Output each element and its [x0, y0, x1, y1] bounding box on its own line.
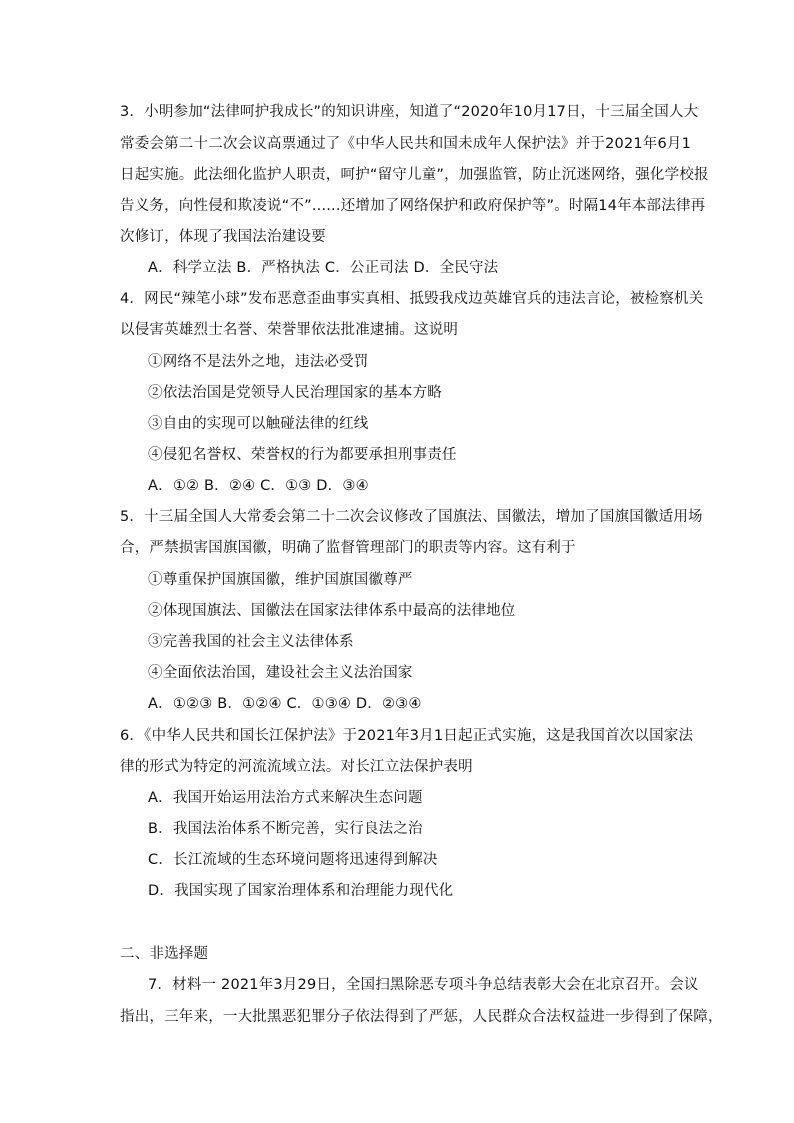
q6-option-a: A．我国开始运用法治方式来解决生态问题: [148, 790, 423, 806]
q6-option-c: C．长江流域的生态环境问题将迅速得到解决: [148, 852, 438, 868]
q3-line-3: 日起实施。此法细化监护人职责，呵护“留守儿童”，加强监管，防止沉迷网络，强化学校报: [120, 167, 709, 183]
q7-line-2: 指出，三年来，一大批黑恶犯罪分子依法得到了严惩，人民群众合法权益进一步得到了保障，: [120, 1009, 723, 1025]
q4-item-1: ①网络不是法外之地，违法必受罚: [148, 354, 369, 370]
q6-line-1: 6．《中华人民共和国长江保护法》于2021年3月1日起正式实施，这是我国首次以国家法: [120, 728, 694, 744]
q5-item-1: ①尊重保护国旗国徽，维护国旗国徽尊严: [148, 572, 413, 588]
q3-line-1: 3．小明参加“法律呵护我成长”的知识讲座，知道了“2020年10月17日，十三届全国人大: [120, 104, 699, 120]
q3-line-5: 次修订，体现了我国法治建设要: [120, 229, 326, 245]
q5-options: A．①②③ B．①②④ C．①③④ D．②③④: [148, 696, 422, 712]
q4-line-1: 4．网民“辣笔小球”发布恶意歪曲事实真相、抵毁我戍边英雄官兵的违法言论，被检察机关: [120, 291, 704, 307]
q7-line-1: 7．材料一 2021年3月29日，全国扫黑除恶专项斗争总结表彰大会在北京召开。会议: [148, 977, 699, 993]
q6-option-b: B．我国法治体系不断完善，实行良法之治: [148, 821, 423, 837]
q3-line-4: 告义务，向性侵和欺凌说“不”......还增加了网络保护和政府保护等”。时隔14年本部法律再: [120, 198, 706, 214]
q3-options: A．科学立法 B．严格执法 C．公正司法 D．全民守法: [148, 260, 499, 276]
q4-item-4: ④侵犯名誉权、荣誉权的行为都要承担刑事责任: [148, 447, 457, 463]
q4-options: A．①② B．②④ C．①③ D．③④: [148, 478, 369, 494]
q5-line-1: 5．十三届全国人大常委会第二十二次会议修改了国旗法、国徽法，增加了国旗国徽适用场: [120, 509, 703, 525]
q4-item-3: ③自由的实现可以触碰法律的红线: [148, 416, 369, 432]
q5-item-3: ③完善我国的社会主义法律体系: [148, 634, 354, 650]
q4-line-2: 以侵害英雄烈士名誉、荣誉罪依法批准逮捕。这说明: [120, 322, 459, 338]
q6-option-d: D．我国实现了国家治理体系和治理能力现代化: [148, 883, 454, 899]
q4-item-2: ②依法治国是党领导人民治理国家的基本方略: [148, 385, 442, 401]
section-heading: 二、非选择题: [120, 946, 209, 962]
q3-line-2: 常委会第二十二次会议高票通过了《中华人民共和国未成年人保护法》并于2021年6月1: [120, 136, 692, 152]
q5-item-4: ④全面依法治国，建设社会主义法治国家: [148, 665, 413, 681]
q5-line-2: 合，严禁损害国旗国徽，明确了监督管理部门的职责等内容。这有利于: [120, 540, 576, 556]
q5-item-2: ②体现国旗法、国徽法在国家法律体系中最高的法律地位: [148, 603, 516, 619]
q6-line-2: 律的形式为特定的河流流域立法。对长江立法保护表明: [120, 759, 473, 775]
